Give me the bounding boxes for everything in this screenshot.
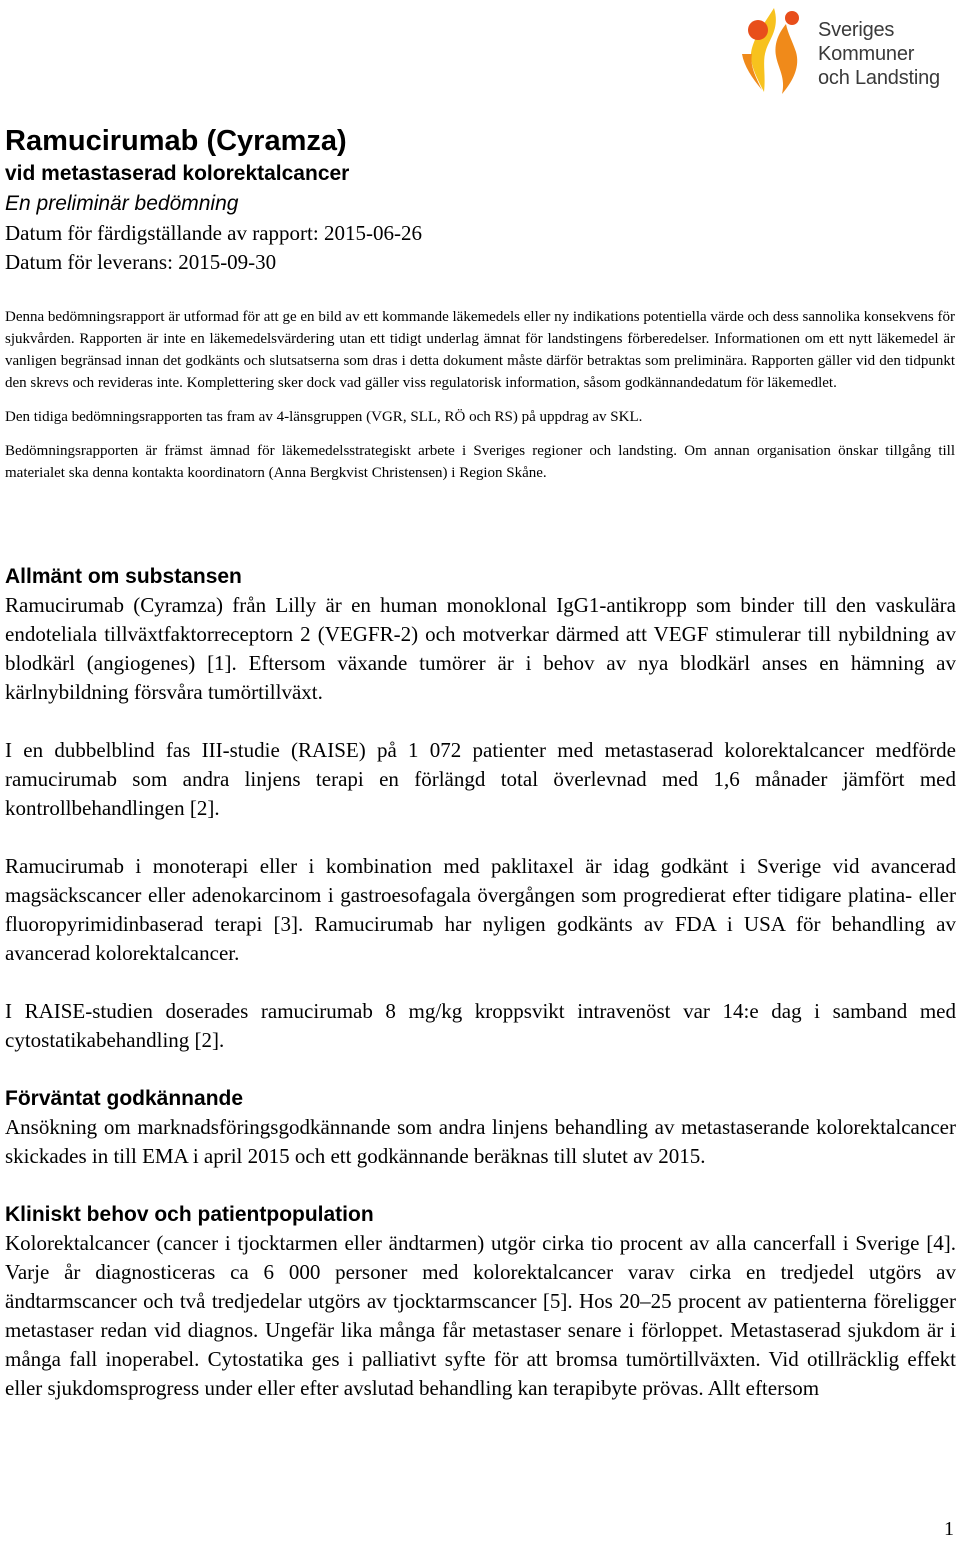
- section-heading-approval: Förväntat godkännande: [5, 1087, 244, 1110]
- report-subtitle: vid metastaserad kolorektalcancer: [5, 162, 350, 185]
- skl-logo-mark-icon: [734, 4, 814, 98]
- logo-wordmark: [818, 18, 940, 90]
- report-header: [5, 123, 955, 277]
- substance-paragraph-4: I RAISE-studien doserades ramucirumab 8 mg/kg kroppsvikt intravenöst var 14:e dag i samband med cytostatikabehandling [2].: [5, 999, 956, 1052]
- intro-disclaimer: [5, 306, 955, 496]
- substance-paragraph-3: Ramucirumab i monoterapi eller i kombination med paklitaxel är idag godkänt i Sverige vid avancerad magsäckscancer eller adenokarcinom i gastroesofagala övergången som progredierat efter tidigare platina- eller fluoropyrimidinbaserad terapi [3]. Ramucirumab har nyligen godkänts av FDA i USA för behandling av avancerad kolorektalcancer.: [5, 854, 956, 965]
- skl-logo: [734, 4, 960, 98]
- substance-paragraph-2: I en dubbelblind fas III-studie (RAISE) på 1 072 patienter med metastaserad kolorektalcancer medförde ramucirumab som andra linjens terapi en förlängd total överlevnad med 1,6 månader jämfört med kontrollbehandlingen [2].: [5, 738, 956, 820]
- page-number: 1: [944, 1518, 954, 1540]
- approval-paragraph-1: Ansökning om marknadsföringsgodkännande som andra linjens behandling av metastaserande kolorektalcancer skickades in till EMA i april 2015 och ett godkännande beräknas till slutet av 2015.: [5, 1115, 956, 1168]
- intro-paragraph-2: Den tidiga bedömningsrapporten tas fram av 4-länsgruppen (VGR, SLL, RÖ och RS) på uppdrag av SKL.: [5, 409, 643, 425]
- substance-paragraph-1: Ramucirumab (Cyramza) från Lilly är en human monoklonal IgG1-antikropp som binder till den vaskulära endoteliala tillväxtfaktorreceptorn 2 (VEGFR-2) och motverkar därmed att VEGF stimulerar till nybildning av blodkärl (angiogenes) [1]. Eftersom växande tumörer är i behov av nya blodkärl anses en hämning av kärlnybildning försvåra tumörtillväxt.: [5, 593, 956, 704]
- logo-line-1: Sveriges: [818, 19, 895, 41]
- date-delivery: Datum för leverans: 2015-09-30: [5, 250, 277, 274]
- intro-paragraph-3: Bedömningsrapporten är främst ämnad för läkemedelsstrategiskt arbete i Sveriges regioner och landsting. Om annan organisation önskar tillgång till materialet ska denna kontakta koordinatorn (Anna Bergkvist Christensen) i Region Skåne.: [5, 443, 955, 481]
- logo-line-3: och Landsting: [818, 67, 940, 89]
- report-status: En preliminär bedömning: [5, 192, 239, 215]
- report-body: [5, 562, 956, 1432]
- logo-line-2: Kommuner: [818, 43, 915, 65]
- date-completed: Datum för färdigställande av rapport: 2015-06-26: [5, 221, 422, 245]
- report-title: Ramucirumab (Cyramza): [5, 125, 347, 157]
- section-heading-substance: Allmänt om substansen: [5, 565, 242, 588]
- section-heading-clinical: Kliniskt behov och patientpopulation: [5, 1203, 374, 1226]
- clinical-paragraph-1: Kolorektalcancer (cancer i tjocktarmen eller ändtarmen) utgör cirka tio procent av alla cancerfall i Sverige [4]. Varje år diagnosticeras ca 6 000 personer med kolorektalcancer varav cirka en tredjedel utgörs av ändtarmscancer och två tredjedelar utgörs av tjocktarmscancer [5]. Hos 20–25 procent av patienterna föreligger metastaser redan vid diagnos. Ungefär lika många får metastaser senare i förloppet. Metastaserad sjukdom är i många fall inoperabel. Cytostatika ges i palliativt syfte för att bromsa tumörtillväxten. Vid otillräcklig effekt eller sjukdomsprogress under eller efter avslutad behandling kan terapibyte prövas. Allt eftersom: [5, 1231, 956, 1400]
- intro-paragraph-1: Denna bedömningsrapport är utformad för att ge en bild av ett kommande läkemedels eller ny indikations potentiella värde och dess sannolika konsekvens för sjukvården. Rapporten är inte en läkemedelsvärdering utan ett tidigt underlag ämnat för landstingens förberedelser. Informationen om ett nytt läkemedel är vanligen begränsad innan det godkänts och slutsatserna som dras i detta dokument måste därför betraktas som preliminära. Rapporten gäller vid den tidpunkt den skrevs och revideras inte. Komplettering sker dock vad gäller viss regulatorisk information, såsom godkännandedatum för läkemedlet.: [5, 309, 955, 391]
